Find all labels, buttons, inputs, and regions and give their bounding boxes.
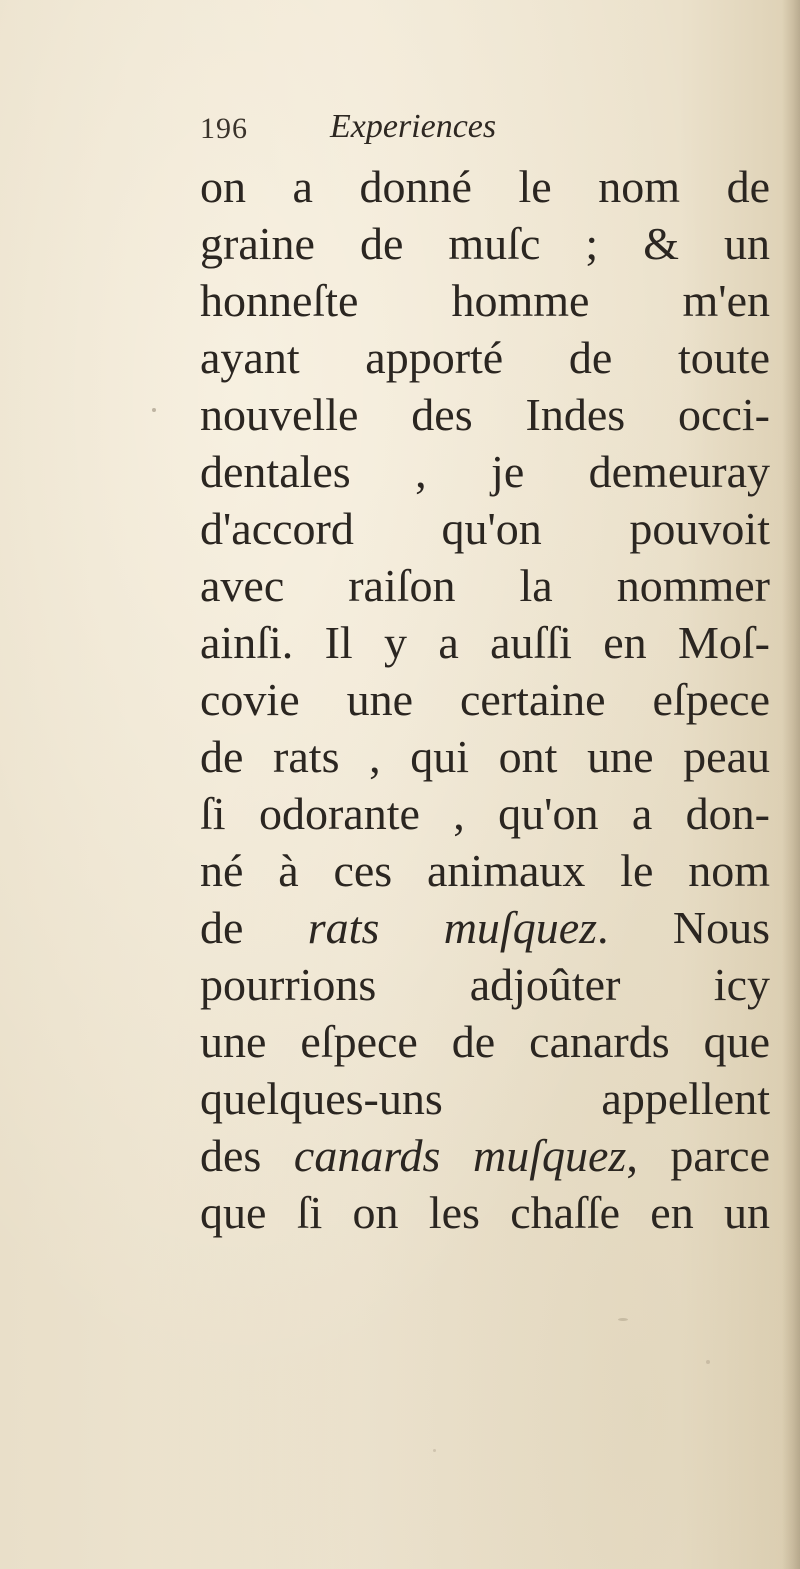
text-line: on a donné le nom de bbox=[200, 161, 770, 212]
text-line: ayant apporté de toute bbox=[200, 332, 770, 383]
body-text bbox=[200, 158, 770, 1241]
text-line: nouvelle des Indes occi- bbox=[200, 389, 770, 440]
text-line: covie une certaine eſpece bbox=[200, 674, 770, 725]
page-header bbox=[200, 108, 720, 158]
paper-speck bbox=[618, 1318, 628, 1321]
italic-term: canards muſquez bbox=[293, 1130, 627, 1181]
paper-speck bbox=[706, 1360, 710, 1364]
italic-term: rats muſquez bbox=[307, 902, 598, 953]
text-line: d'accord qu'on pouvoit bbox=[200, 503, 770, 554]
running-head: Experiences bbox=[330, 108, 497, 145]
text-line: né à ces animaux le nom bbox=[200, 845, 770, 896]
text-line: ſi odorante , qu'on a don- bbox=[200, 788, 770, 839]
text-line: graine de muſc ; & un bbox=[200, 218, 770, 269]
text-line: avec raiſon la nommer bbox=[200, 560, 770, 611]
text-line: de rats , qui ont une peau bbox=[200, 731, 770, 782]
text-line: que ſi on les chaſſe en un bbox=[200, 1187, 770, 1238]
text-line: de rats muſquez. Nous bbox=[200, 902, 771, 953]
text-line: pourrions adjoûter icy bbox=[200, 959, 770, 1010]
text-line: dentales , je demeuray bbox=[200, 446, 770, 497]
text-line: des canards muſquez, parce bbox=[200, 1130, 770, 1181]
page-gutter-shadow bbox=[782, 0, 800, 1569]
text-line: une eſpece de canards que bbox=[200, 1016, 770, 1067]
paper-speck bbox=[152, 408, 156, 412]
text-line: honneſte homme m'en bbox=[200, 275, 770, 326]
paper-speck bbox=[433, 1449, 436, 1452]
text-line: ainſi. Il y a auſſi en Moſ- bbox=[200, 617, 770, 668]
text-line: quelques-uns appellent bbox=[200, 1073, 770, 1124]
page-number: 196 bbox=[200, 112, 248, 145]
